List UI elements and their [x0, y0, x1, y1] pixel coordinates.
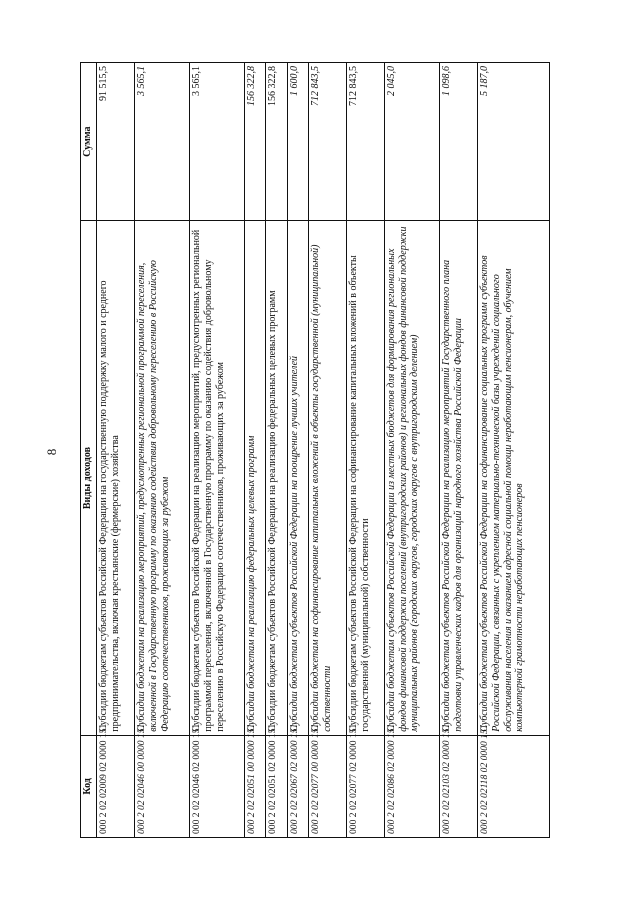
- row-amount: 3 565,1: [135, 63, 190, 221]
- row-amount: 712 843,5: [308, 63, 346, 221]
- row-amount: 1 600,0: [287, 63, 308, 221]
- table-body: [97, 63, 550, 838]
- row-code: 000 2 02 02046 02 0000 151: [190, 735, 245, 837]
- table-row: [346, 63, 384, 838]
- header-row: [81, 63, 97, 838]
- table-row: [97, 63, 135, 838]
- row-description: Субсидии бюджетам субъектов Российской Федерации на реализацию федеральных целевых программ: [266, 221, 287, 735]
- header-description: Виды доходов: [81, 221, 97, 735]
- table-header: [81, 63, 97, 838]
- row-code: 000 2 02 02077 00 0000 151: [308, 735, 346, 837]
- row-description: Субсидии бюджетам субъектов Российской Федерации на государственную поддержку малого и среднего предпринимательства, включая крестьянские (фермерские) хозяйства: [97, 221, 135, 735]
- row-description: Субсидии бюджетам субъектов Российской Федерации на поощрение лучших учителей: [287, 221, 308, 735]
- row-description: Субсидии бюджетам субъектов Российской Федерации на софинансирование капитальных вложений в объекты государственной (муниципальной) собственности: [346, 221, 384, 735]
- row-code: 000 2 02 02009 02 0000 151: [97, 735, 135, 837]
- row-description: Субсидии бюджетам на софинансирование капитальных вложений в объекты государственной (муниципальной) собственности: [308, 221, 346, 735]
- row-amount: 1 098,6: [439, 63, 477, 221]
- row-code: 000 2 02 02046 00 0000 151: [135, 735, 190, 837]
- row-description: Субсидии бюджетам субъектов Российской Федерации на софинансирование социальных программ субъектов Российской Федерации, связанных с укреплением материально-технической базы учреждений социального обслуживания населения и оказанием адресной социальной помощи неработающим пенсионерам, обучением компьютерной грамотности неработающих пенсионеров: [477, 221, 549, 735]
- table-row: [266, 63, 287, 838]
- table-row: [439, 63, 477, 838]
- row-description: Субсидии бюджетам на реализацию федеральных целевых программ: [245, 221, 266, 735]
- header-amount: Сумма: [81, 63, 97, 221]
- page-number: 8: [44, 448, 59, 456]
- row-description: Субсидии бюджетам субъектов Российской Федерации на реализацию мероприятий, предусмотренных региональной программой переселения, включенной в Государственную программу по оказанию содействия добровольному переселению в Российскую Федерацию соотечественников, проживающих за рубежом: [190, 221, 245, 735]
- row-amount: 2 045,0: [384, 63, 439, 221]
- row-code: 000 2 02 02086 02 0000 151: [384, 735, 439, 837]
- row-code: 000 2 02 02051 00 0000 151: [245, 735, 266, 837]
- table-row: [245, 63, 266, 838]
- row-code: 000 2 02 02118 02 0000 151: [477, 735, 549, 837]
- table-row: [477, 63, 549, 838]
- header-code: Код: [81, 735, 97, 837]
- row-amount: 3 565,1: [190, 63, 245, 221]
- row-code: 000 2 02 02077 02 0000 151: [346, 735, 384, 837]
- row-amount: 156 322,8: [245, 63, 266, 221]
- row-code: 000 2 02 02103 02 0000 151: [439, 735, 477, 837]
- row-amount: 712 843,5: [346, 63, 384, 221]
- row-code: 000 2 02 02051 02 0000 151: [266, 735, 287, 837]
- table-row: [287, 63, 308, 838]
- rotated-table-container: [80, 62, 550, 838]
- table-row: [308, 63, 346, 838]
- row-amount: 91 515,5: [97, 63, 135, 221]
- revenue-table: [80, 62, 550, 838]
- row-description: Субсидии бюджетам субъектов Российской Федерации на реализацию мероприятий Государственного плана подготовки управленческих кадров для организаций народного хозяйства Российской Федерации: [439, 221, 477, 735]
- row-amount: 5 187,0: [477, 63, 549, 221]
- row-description: Субсидии бюджетам субъектов Российской Федерации из местных бюджетов для формирования региональных фондов финансовой поддержки поселений (внутригородских районов) и региональных фондов финансовой поддержки муниципальных районов (городских округов, городских округов с внутригородским делением): [384, 221, 439, 735]
- table-row: [135, 63, 190, 838]
- row-amount: 156 322,8: [266, 63, 287, 221]
- table-row: [384, 63, 439, 838]
- row-code: 000 2 02 02067 02 0000 151: [287, 735, 308, 837]
- table-row: [190, 63, 245, 838]
- row-description: Субсидии бюджетам на реализацию мероприятий, предусмотренных региональной программой переселения, включенной в Государственную программу по оказанию содействия добровольному переселению в Российскую Федерацию соотечественников, проживающих за рубежом: [135, 221, 190, 735]
